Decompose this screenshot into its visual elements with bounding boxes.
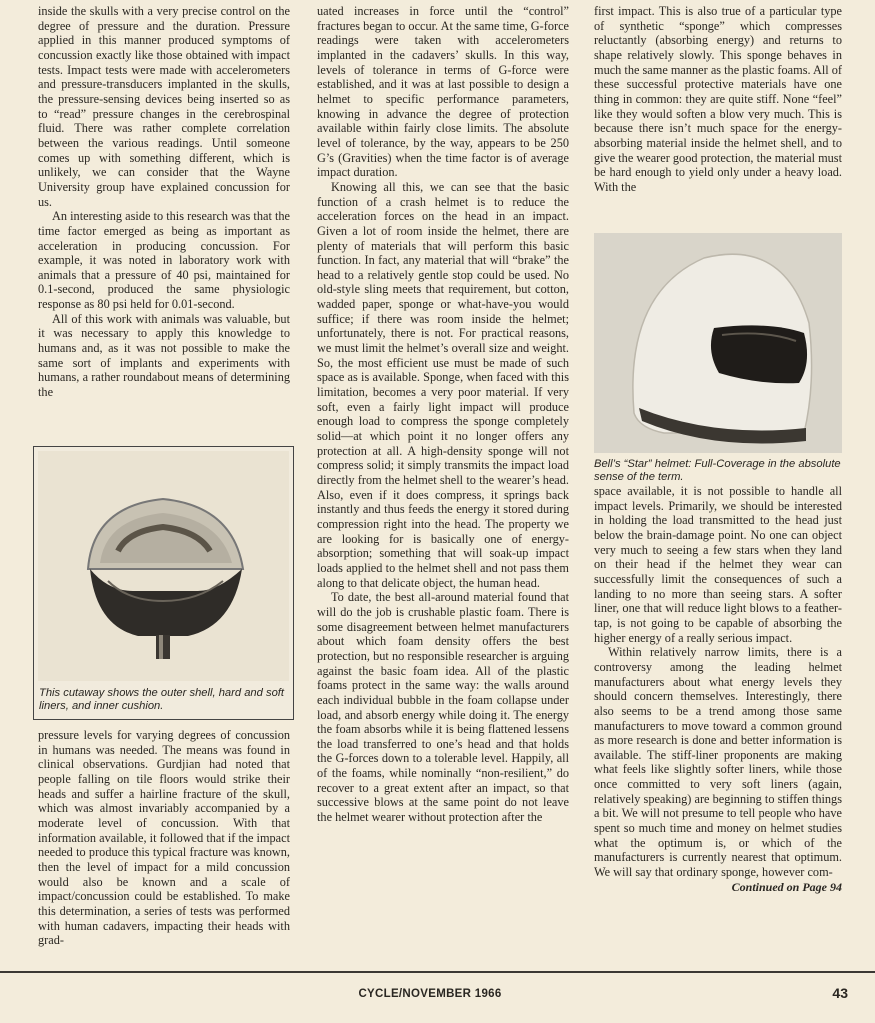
paragraph: Within relatively narrow limits, there is a controversy among the leading helmet manufacturers about what energy levels they should concern themselves. Interestingly, there also seems to be a trend among those same manufacturers to move toward a common ground as more research is done and better information is available. The stiff-liner proponents are making what feels like slightly softer liners, while those once committed to very soft liners (again, relatively speaking) are beginning to stiffen things a bit. We will not presume to tell people who have spent so much time and money on helmet studies what the optimum is, or which of the manufacturers is currently nearest that optimum. We will say that ordinary sponge, however com- xyxy=(594,645,842,880)
paragraph: An interesting aside to this research was that the time factor emerged as being as important as acceleration in producing concussion. For example, it was noted in laboratory work with animals that a pressure of 40 psi, maintained for 0.1-second, produced the same physiologic response as 80 psi held for 0.01-second. xyxy=(38,209,290,312)
page-number: 43 xyxy=(832,985,848,1001)
paragraph: Knowing all this, we can see that the basic function of a crash helmet is to reduce the acceleration forces on the head in an impact. Given a lot of room inside the helmet, there are plenty of materials that will perform this basic function. In fact, any material that will “brake” the head to a relatively gentle stop could be used. No old-style sling meets that requirement, but cotton, wadded paper, sponge or what-have-you would suffice; if there was room inside the helmet; unfortunately, there is not. For practical reasons, we must limit the helmet’s overall size and weight. So, the most efficient use must be made of such space as is available. Sponge, when faced with this limitation, becomes a very poor material. If very soft, even a fairly light impact will produce enough load to compress the sponge completely solid—at which point it no longer offers any protection at all. A high-density sponge will not compress solid; it simply transmits the impact load directly from the helmet shell to the wearer’s head. Also, even if it does compress, it springs back instantly and thus feeds the energy it stored during compression right into the head. The property we are looking for is basically one of energy-absorption; something that will soak-up impact loads applied to the helmet shell and not pass them along to that delicate object, the human head. xyxy=(317,179,569,590)
full-coverage-helmet-photo xyxy=(594,233,842,453)
continued-note: Continued on Page 94 xyxy=(731,879,842,894)
paragraph: All of this work with animals was valuable, but it was necessary to apply this knowledge to humans and, as it was not possible to make the same sort of implants and experiments with humans, a rather roundabout means of determining the xyxy=(38,311,290,400)
paragraph: To date, the best all-around material found that will do the job is crushable plastic foam. There is some disagreement between helmet manufacturers about which foam density offers the best protection, but no responsible researcher is arguing against the basic foam idea. All of the plastic foams protect in the same way: the walls around each individual bubble in the foam collapse under load, and absorb energy while doing it. The energy the foam absorbs while it is being flattened lessens the load transferred to one’s head and that holds the G-forces down to a tolerable level. Happily, all of the foams, while nominally “non-resilient,” do recover to a great extent after an impact, so that successive blows at the same point do not leave the helmet wearer without protection after the xyxy=(317,590,569,825)
paragraph: pressure levels for varying degrees of concussion in humans was needed. The means was found in clinical observations. Gurdjian had noted that people falling on tile floors would strike their heads and suffer a hairline fracture of the skull, which was almost invariably accompanied by a moderate level of concussion. With that information available, it followed that if the impact needed to produce this typical fracture was known, then the level of impact for a mild concussion would also be known and a scale of impact/concussion could be established. To make this determination, a series of tests was performed with human cadavers, impacting their heads with grad- xyxy=(38,728,291,948)
column-3-top xyxy=(594,4,842,195)
paragraph: first impact. This is also true of a particular type of synthetic “sponge” which compresses reluctantly (absorbing energy) and returns to shape relatively slowly. This sponge behaves in much the same manner as the plastic foams. All of these successful protective materials have one thing in common: they are quite stiff. None “feel” like they would soften a blow very much. This is because there isn’t much space for the energy-absorbing material inside the helmet shell, and to give the wearer good protection, the material must be hard enough to yield only under a heavy load. With the xyxy=(594,4,842,194)
paragraph: space available, it is not possible to handle all impact levels. Primarily, we should be interested in holding the load transmitted to the head just below the brain-damage point. No one can object very much to seeing a few stars when they land on their head if the helmet they wear can successfully limit the consequences of such a landing to no more than seeing stars. A softer liner, one that will reduce light blows to a feather-tap, is not going to be capable of absorbing the higher energy of a really serious impact. xyxy=(594,484,842,645)
column-1-top xyxy=(38,4,290,400)
column-1-bottom xyxy=(38,728,290,948)
figure-caption: This cutaway shows the outer shell, hard and soft liners, and inner cushion. xyxy=(39,687,285,712)
column-2 xyxy=(317,4,569,825)
photo-caption: Bell’s “Star” helmet: Full-Coverage in the absolute sense of the term. xyxy=(594,458,841,483)
paragraph: inside the skulls with a very precise control on the degree of pressure and the duration. Pressure applied in this manner produced symptoms of concussion exactly like those obtained with impact tests. Impact tests were made with accelerometers and pressure-transducers implanted in the skulls, the pressure-sensing devices being inserted so as to “read” pressure changes in the cerebrospinal fluid. There was rather complete correlation between the various readings. Until someone comes up with something different, which is unlikely, we can consider that the Wayne University group have explained concussion for us. xyxy=(38,4,290,209)
cutaway-helmet-photo xyxy=(38,451,289,681)
footer-rule xyxy=(0,971,875,973)
paragraph: uated increases in force until the “control” fractures began to occur. At the same time, G-force readings were taken with accelerometers implanted in the cadavers’ skulls. In this way, levels of tolerance in terms of G-force were established, and it was at last possible to design a helmet to specific performance parameters, knowing in advance the degree of protection available within fairly close limits. The absolute level of tolerance, by the way, appears to be 250 G’s (Gravities) when the time factor is of average impact duration. xyxy=(317,4,569,180)
cutaway-helmet-figure xyxy=(33,446,294,720)
magazine-footer: CYCLE/NOVEMBER 1966 xyxy=(358,988,502,1000)
column-3-bottom xyxy=(594,484,842,894)
